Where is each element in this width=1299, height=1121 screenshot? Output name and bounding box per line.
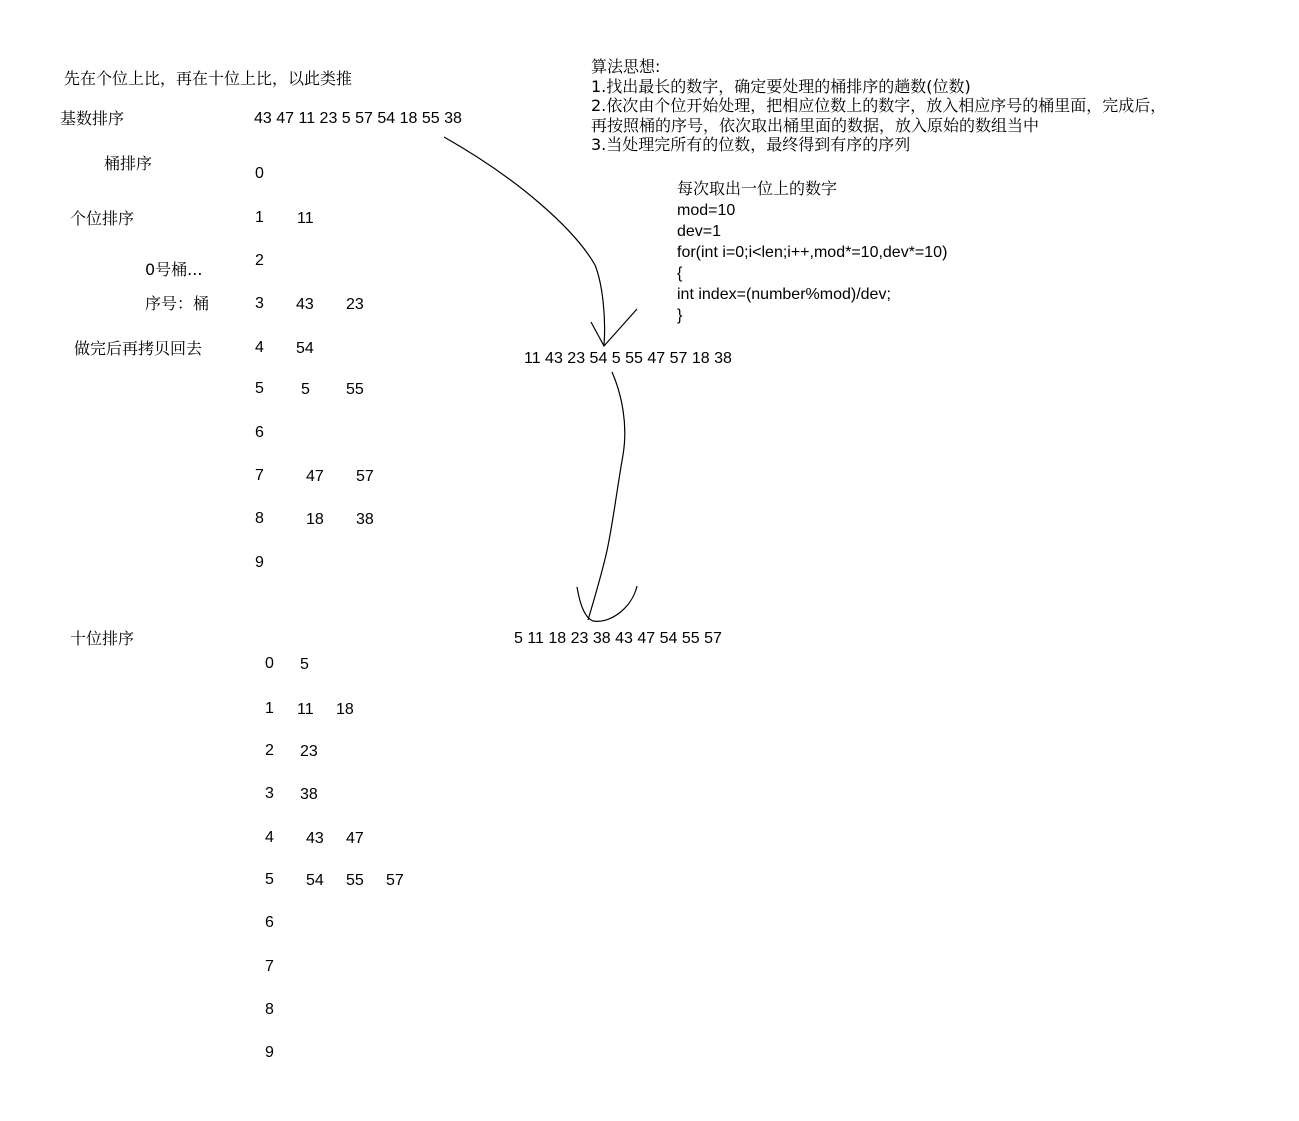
code-line: dev=1 bbox=[677, 223, 722, 240]
ones-bucket-value: 47 bbox=[306, 468, 324, 485]
label-tens-sort: 十位排序 bbox=[70, 629, 135, 648]
arrowhead-ones bbox=[591, 309, 637, 346]
tens-bucket-index: 3 bbox=[265, 785, 274, 802]
ones-bucket-index: 4 bbox=[255, 339, 264, 356]
algorithm-note-line: 再按照桶的序号，依次取出桶里面的数据，放入原始的数组当中 bbox=[591, 115, 1040, 135]
tens-bucket-value: 43 bbox=[306, 830, 324, 847]
ones-bucket-index: 3 bbox=[255, 295, 264, 312]
tens-bucket-index: 2 bbox=[265, 742, 274, 759]
tens-bucket-value: 47 bbox=[346, 830, 364, 847]
tens-bucket-value: 11 bbox=[297, 701, 314, 718]
ones-bucket-value: 38 bbox=[356, 511, 374, 528]
label-radix-sort: 基数排序 bbox=[60, 109, 125, 128]
sequence-after-tens: 5 11 18 23 38 43 47 54 55 57 bbox=[514, 630, 722, 647]
tens-bucket-value: 54 bbox=[306, 872, 324, 889]
ones-bucket-index: 0 bbox=[255, 165, 264, 182]
tens-bucket-value: 57 bbox=[386, 872, 404, 889]
algorithm-note-line: 算法思想: bbox=[591, 57, 661, 76]
code-line: for(int i=0;i<len;i++,mod*=10,dev*=10) bbox=[677, 244, 948, 261]
code-line: 每次取出一位上的数字 bbox=[677, 181, 838, 198]
ones-bucket-index: 9 bbox=[255, 554, 264, 571]
tens-bucket-index: 9 bbox=[265, 1044, 274, 1061]
tens-bucket-value: 23 bbox=[300, 743, 318, 760]
arrowhead-tens bbox=[577, 586, 637, 621]
sequence-initial: 43 47 11 23 5 57 54 18 55 38 bbox=[254, 110, 462, 127]
tens-bucket-index: 0 bbox=[265, 655, 274, 672]
label-ones-sort: 个位排序 bbox=[70, 209, 135, 228]
ones-bucket-index: 2 bbox=[255, 252, 264, 269]
ones-bucket-index: 5 bbox=[255, 380, 264, 397]
tens-bucket-value: 38 bbox=[300, 786, 318, 803]
ones-bucket-value: 57 bbox=[356, 468, 374, 485]
tens-bucket-index: 4 bbox=[265, 829, 274, 846]
tens-bucket-index: 5 bbox=[265, 871, 274, 888]
label-bucket-sort: 桶排序 bbox=[104, 154, 153, 173]
ones-bucket-index: 1 bbox=[255, 209, 264, 226]
tens-bucket-value: 18 bbox=[336, 701, 354, 718]
algorithm-note-line: 2.依次由个位开始处理，把相应位数上的数字，放入相应序号的桶里面，完成后， bbox=[591, 96, 1167, 115]
tens-bucket-value: 5 bbox=[300, 656, 309, 673]
tens-bucket-index: 8 bbox=[265, 1001, 274, 1018]
heading: 先在个位上比，再在十位上比，以此类推 bbox=[64, 69, 353, 88]
label-index-bucket: 序号：桶 bbox=[145, 294, 210, 313]
tens-bucket-index: 6 bbox=[265, 914, 274, 931]
tens-bucket-index: 1 bbox=[265, 700, 274, 717]
ones-bucket-index: 8 bbox=[255, 510, 264, 527]
arrow-ones-to-tens bbox=[588, 372, 625, 620]
label-copy-back: 做完后再拷贝回去 bbox=[74, 339, 203, 358]
ones-bucket-value: 18 bbox=[306, 511, 324, 528]
ones-bucket-value: 54 bbox=[296, 340, 314, 357]
ones-bucket-index: 6 bbox=[255, 424, 264, 441]
code-line: mod=10 bbox=[677, 202, 736, 219]
tens-bucket-value: 55 bbox=[346, 872, 364, 889]
algorithm-note-line: 3.当处理完所有的位数，最终得到有序的序列 bbox=[591, 135, 911, 154]
tens-bucket-index: 7 bbox=[265, 958, 274, 975]
label-bucket-zero: 0号桶... bbox=[145, 260, 203, 279]
arrow-initial-to-ones bbox=[444, 137, 605, 345]
sequence-after-ones: 11 43 23 54 5 55 47 57 18 38 bbox=[524, 350, 732, 367]
code-line: int index=(number%mod)/dev; bbox=[677, 286, 891, 303]
ones-bucket-value: 55 bbox=[346, 381, 364, 398]
ones-bucket-value: 11 bbox=[297, 210, 314, 227]
code-line: } bbox=[677, 307, 683, 324]
ones-bucket-value: 43 bbox=[296, 296, 314, 313]
ones-bucket-value: 5 bbox=[301, 381, 310, 398]
ones-bucket-index: 7 bbox=[255, 467, 264, 484]
code-line: { bbox=[677, 265, 683, 282]
algorithm-note-line: 1.找出最长的数字，确定要处理的桶排序的趟数(位数) bbox=[591, 76, 971, 96]
ones-bucket-value: 23 bbox=[346, 296, 364, 313]
